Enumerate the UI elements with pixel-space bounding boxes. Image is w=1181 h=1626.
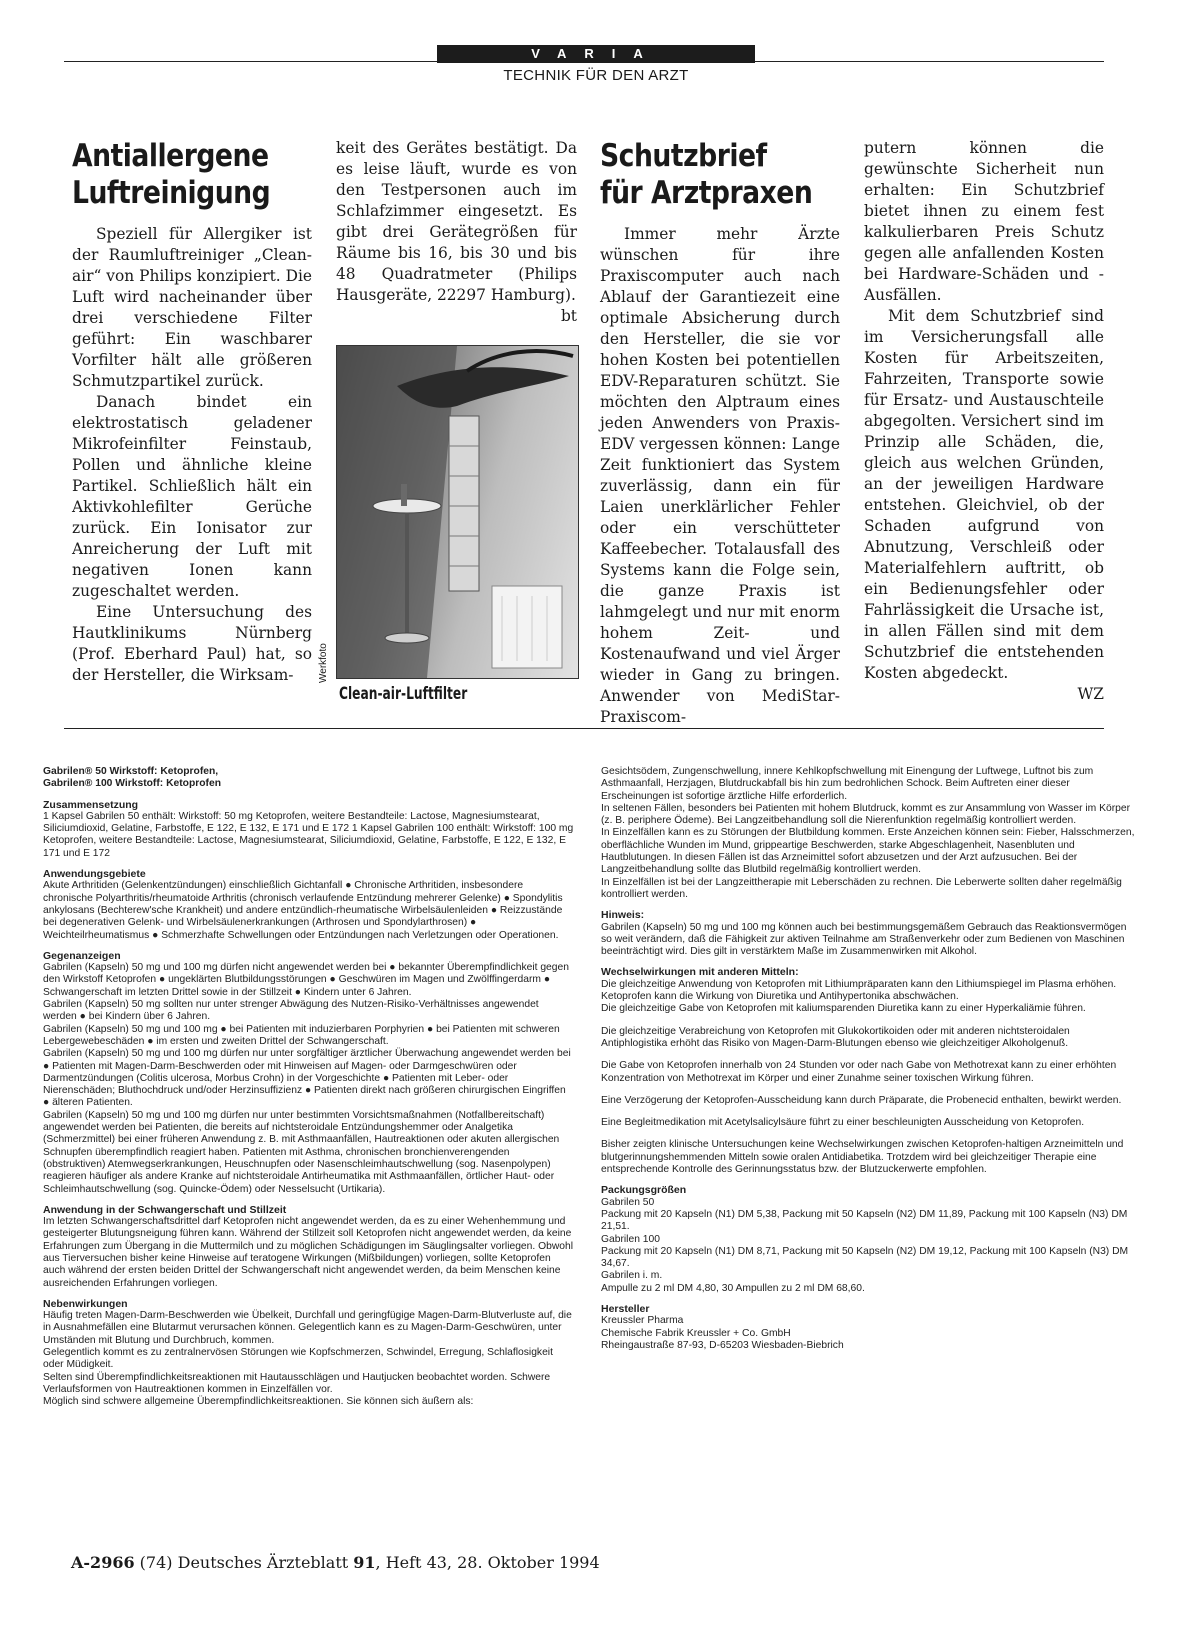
- article1-signature: bt: [560, 307, 577, 325]
- ad-text: Gabrilen (Kapseln) 50 mg und 100 mg dürfen nur unter bestimmten Vorsichtsmaßnahmen (Notfallbereitschaft) angewendet werden bei Patienten, die bereits auf nichtsteroidale Entzündungshemmer oder Analgetika (Schmerzmittel) bei einer früheren Anwendung z. B. mit Asthmaanfällen, Hautreaktionen oder akuten allergischen Schnupfen überempfindlich reagiert haben. Patienten mit Asthma, chronischen bronchienverengenden (obstruktiven) Atemwegserkrankungen, Heuschnupfen oder Nasenschleimhautschwellung (sog. Nasenpolypen) reagieren häufiger als andere Kranke auf nichtsteroidale Antirheumatika mit Asthmaanfällen, örtlicher Haut- oder Schleimhautschwellung (sog. Quincke-Ödem) oder Nesselsucht (Urtikaria).: [43, 1109, 560, 1195]
- article2-column3: [600, 224, 840, 728]
- article2-paragraph: putern können die gewünschte Sicherheit nun erhalten: Ein Schutzbrief bietet ihnen zu einem fest kalkulierbaren Preis Schutz gegen alle anfallenden Kosten bei Hardware-Schäden und -Ausfällen.: [864, 139, 1104, 304]
- ad-product-line: Gabrilen® 100 Wirkstoff: Ketoprofen: [43, 778, 221, 790]
- ad-text: Akute Arthritiden (Gelenkentzündungen) einschließlich Gichtanfall ● Chronische Arthritiden, insbesondere chronische Polyarthritis/rheumatoide Arthritis (chronisch verlaufende Entzündung mehrerer Gelenke) ● Spondylitis ankylosans (Bechterew'sche Krankheit) und andere entzündlich-rheumatische Wirbelsäulenleiden ● Reizzustände bei degenerativen Gelenk- und Wirbelsäulenerkrankungen (Arthrosen und Spondylarthrosen) ● Weichteilrheumatismus ● Schmerzhafte Schwellungen oder Entzündungen nach Verletzungen oder Operationen.: [43, 880, 563, 941]
- ad-text: Packung mit 20 Kapseln (N1) DM 5,38, Packung mit 50 Kapseln (N2) DM 11,89, Packung mit 100 Kapseln (N3) DM 21,51.: [601, 1208, 1128, 1233]
- photo-caption: Clean-air-Luftfilter: [339, 684, 468, 704]
- ad-text: Ketoprofen kann die Wirkung von Diuretika und Antihypertonika abschwächen.: [601, 991, 959, 1003]
- ad-text: In seltenen Fällen, besonders bei Patienten mit hohem Blutdruck, kommt es zur Ansammlung von Wasser im Körper (z. B. periphere Ödeme). Bei Langzeitbehandlung soll die Nierenfunktion regelmäßig kontrolliert werden.: [601, 802, 1131, 827]
- article2-paragraph: Mit dem Schutzbrief sind im Versicherungsfall alle Kosten für Arbeitszeiten, Fahrzeiten, Transporte sowie für Ersatz- und Austauschteile abgegolten. Versichert sind im Prinzip alle Schäden, die, gleich aus welchen Gründen, an der jeweiligen Hardware entstehen. Gleichviel, ob der Schaden aufgrund von Abnutzung, Verschleiß oder Materialfehlern auftritt, ob ein Bedienungsfehler oder Fahrlässigkeit die Ursache ist, in allen Fällen sind mit dem Schutzbrief die entstehenden Kosten abgedeckt.: [864, 307, 1104, 682]
- page-footer: [71, 1553, 600, 1572]
- ad-text: Die gleichzeitige Gabe von Ketoprofen mit kaliumsparenden Diuretika kann zu einer Hyperkaliämie führen.: [601, 1003, 1086, 1015]
- footer-volume: 91: [353, 1553, 376, 1572]
- article1-paragraph: Danach bindet ein elektrostatisch geladener Mikrofeinfilter Feinstaub, Pollen und ähnliche kleine Partikel. Schließlich hält ein Aktivkohlefilter Gerüche zurück. Ein Ionisator zur Anreicherung der Luft mit negativen Ionen kann zugeschaltet werden.: [72, 393, 312, 600]
- ad-text: Selten sind Überempfindlichkeitsreaktionen mit Hautausschlägen und Hautjucken beobachtet worden. Schwere Verlaufsformen von Hautreaktionen kommen in Einzelfällen vor.: [43, 1371, 551, 1395]
- footer-issue: , Heft 43, 28. Oktober 1994: [375, 1553, 600, 1572]
- ad-heading: Hinweis:: [601, 909, 645, 922]
- section-banner: VARIA: [437, 45, 755, 63]
- ad-text: Gelegentlich kommt es zu zentralnervösen Störungen wie Kopfschmerzen, Schwindel, Erregung, Schlaflosigkeit oder Müdigkeit.: [43, 1347, 553, 1371]
- product-photo-illustration: [337, 346, 578, 678]
- ad-text: Packung mit 20 Kapseln (N1) DM 8,71, Packung mit 50 Kapseln (N2) DM 19,12, Packung mit 100 Kapseln (N3) DM 34,67.: [601, 1245, 1129, 1270]
- ad-text: Chemische Fabrik Kreussler + Co. GmbH: [601, 1327, 791, 1339]
- ad-heading: Hersteller: [601, 1302, 650, 1315]
- article1-paragraph: keit des Gerätes bestätigt. Da es leise läuft, wurde es von den Testpersonen auch im Schlafzimmer eingesetzt. Es gibt drei Gerätegrößen für Räume bis 16, bis 30 und bis 48 Quadratmeter (Philips Hausgeräte, 22297 Hamburg).: [336, 139, 577, 304]
- ad-text: Häufig treten Magen-Darm-Beschwerden wie Übelkeit, Durchfall und geringfügige Magen-Darm-Blutverluste auf, die in Ausnahmefällen eine Blutarmut verursachen können. Gelegentlich kann es zu Magen-Darm-Geschwüren, unter Umständen mit Blutung und Durchbruch, kommen.: [43, 1310, 572, 1346]
- footer-page-number: A-2966: [71, 1553, 135, 1572]
- ad-text: Im letzten Schwangerschaftsdrittel darf Ketoprofen nicht angewendet werden, da es zu einer Wehenhemmung und gesteigerter Blutungsneigung führen kann. Während der Stillzeit soll Ketoprofen nicht angewendet werden, da keine Erfahrungen zum Übergang in die Muttermilch und zu möglichen Schädigungen im Säuglingsalter vorliegen. Obwohl aus Tierversuchen bisher keine Hinweise auf teratogene Wirkungen (Mißbildungen) vorliegen, sollte Ketoprofen auch während der ersten beiden Drittel der Schwangerschaft nicht angewendet werden, da beim Menschen keine ausreichenden Erfahrungen vorliegen.: [43, 1216, 574, 1289]
- ad-text: Die gleichzeitige Anwendung von Ketoprofen mit Lithiumpräparaten kann den Lithiumspiegel im Plasma erhöhen.: [601, 978, 1117, 990]
- ad-text: Die Gabe von Ketoprofen innerhalb von 24 Stunden vor oder nach Gabe von Methotrexat kann zu einer erhöhten Konzentration von Methotrexat im Körper und einer Zunahme seiner toxischen Wirkung führen.: [601, 1060, 1117, 1084]
- article2-title-line2: für Arztpraxen: [600, 175, 813, 211]
- ad-heading: Anwendung in der Schwangerschaft und Stillzeit: [43, 1203, 287, 1216]
- article1-title-line1: Antiallergene: [72, 138, 269, 174]
- article2-column4: [864, 138, 1104, 705]
- article2-signature: WZ: [1077, 685, 1104, 703]
- ad-text: Gabrilen i. m.: [601, 1270, 663, 1282]
- ad-column-right: [601, 766, 1136, 1352]
- ad-column-left: [43, 766, 574, 1409]
- ad-heading: Gegenanzeigen: [43, 949, 121, 962]
- product-photo: [336, 345, 579, 679]
- article1-column2: [336, 138, 577, 327]
- ad-text: Gabrilen 50: [601, 1196, 655, 1208]
- ad-text: Ampulle zu 2 ml DM 4,80, 30 Ampullen zu 2 ml DM 68,60.: [601, 1282, 865, 1294]
- ad-heading: Wechselwirkungen mit anderen Mitteln:: [601, 966, 799, 979]
- article1-column1: [72, 224, 312, 686]
- article2-paragraph: Immer mehr Ärzte wünschen für ihre Praxiscomputer auch nach Ablauf der Garantiezeit eine optimale Absicherung durch den Hersteller, die sie vor hohen Kosten bei potentiellen EDV-Reparaturen schützt. Sie möchten den Alptraum eines jeden Anwenders von Praxis-EDV vergessen können: Lange Zeit funktioniert das System zuverlässig, dann ein für Laien unerklärlicher Fehler oder ein verschütteter Kaffeebecher. Totalausfall des Systems kann die Folge sein, die ganze Praxis ist lahmgelegt und nur mit enorm hohem Zeit- und Kostenaufwand und viel Ärger wieder in Gang zu bringen. Anwender von MediStar-Praxiscom-: [600, 225, 840, 726]
- ad-text: Gabrilen (Kapseln) 50 mg und 100 mg können auch bei bestimmungsgemäßem Gebrauch das Reaktionsvermögen so weit verändern, daß die Fähigkeit zur aktiven Teilnahme am Straßenverkehr oder zum Bedienen von Maschinen beeinträchtigt wird. Dies gilt in verstärktem Maße im Zusammenwirken mit Alkohol.: [601, 921, 1127, 958]
- ad-text: Kreussler Pharma: [601, 1315, 684, 1327]
- ad-text: Gesichtsödem, Zungenschwellung, innere Kehlkopfschwellung mit Einengung der Luftwege, Luftnot bis zum Asthmaanfall, Herzjagen, Blutdruckabfall bis hin zum bedrohlichen Schock. Beim Auftreten einer dieser Erscheinungen ist sofortige ärztliche Hilfe erforderlich.: [601, 766, 1094, 802]
- ad-text: Gabrilen (Kapseln) 50 mg und 100 mg dürfen nicht angewendet werden bei ● bekannter Überempfindlichkeit gegen den Wirkstoff Ketoprofen ● ungeklärten Blutbildungsstörungen ● Geschwüren im Magen und Zwölffingerdarm ● Schwangerschaft im letzten Drittel sowie in der Stillzeit ● Kindern unter 6 Jahren.: [43, 962, 569, 998]
- article1-title-line2: Luftreinigung: [72, 175, 271, 211]
- ad-text: In Einzelfällen ist bei der Langzeittherapie mit Leberschäden zu rechnen. Die Leberwerte sollten daher regelmäßig kontrolliert werden.: [601, 876, 1122, 900]
- ad-text: Die gleichzeitige Verabreichung von Ketoprofen mit Glukokortikoiden oder mit anderen nichtsteroidalen Antiphlogistika erhöht das Risiko von Magen-Darm-Blutungen ebenso wie gleichzeitiger Alkoholgenuß.: [601, 1025, 1070, 1049]
- article1-paragraph: Eine Untersuchung des Hautklinikums Nürnberg (Prof. Eberhard Paul) hat, so der Hersteller, die Wirksam-: [72, 603, 312, 684]
- ad-heading: Zusammensetzung: [43, 798, 139, 811]
- ad-divider: [64, 728, 1104, 729]
- ad-text: Eine Begleitmedikation mit Acetylsalicylsäure führt zu einer beschleunigten Ausscheidung von Ketoprofen.: [601, 1117, 1085, 1129]
- ad-text: Gabrilen (Kapseln) 50 mg und 100 mg dürfen nur unter sorgfältiger ärztlicher Überwachung angewendet werden bei ● Patienten mit Magen-Darm-Beschwerden oder mit Hinweisen auf Magen- oder Darmgeschwüren oder Darmentzündungen (Colitis ulcerosa, Morbus Crohn) in der Vorgeschichte ● Patienten mit Leber- oder Nierenschäden; Bluthochdruck und/oder Herzinsuffizienz ● Patienten direkt nach größeren chirurgischen Eingriffen ● älteren Patienten.: [43, 1048, 571, 1109]
- ad-text: Eine Verzögerung der Ketoprofen-Ausscheidung kann durch Präparate, die Probenecid enthalten, bewirkt werden.: [601, 1094, 1122, 1106]
- ad-text: Gabrilen (Kapseln) 50 mg und 100 mg ● bei Patienten mit induzierbaren Porphyrien ● bei Patienten mit schweren Lebergewebeschäden ● im ersten und zweiten Drittel der Schwangerschaft.: [43, 1023, 560, 1047]
- photo-credit: Werkfoto: [318, 643, 329, 683]
- ad-heading: Packungsgrößen: [601, 1184, 687, 1197]
- section-subtitle: TECHNIK FÜR DEN ARZT: [503, 67, 689, 84]
- ad-text: Gabrilen (Kapseln) 50 mg sollten nur unter strenger Abwägung des Nutzen-Risiko-Verhältnisses angewendet werden ● bei Kindern über 6 Jahren.: [43, 999, 539, 1023]
- ad-heading: Nebenwirkungen: [43, 1297, 128, 1310]
- ad-heading: Anwendungsgebiete: [43, 868, 146, 881]
- article2-title-line1: Schutzbrief: [600, 138, 767, 174]
- ad-text: Gabrilen 100: [601, 1233, 660, 1245]
- ad-text: Möglich sind schwere allgemeine Überempfindlichkeitsreaktionen. Sie können sich äußern als:: [43, 1396, 474, 1408]
- ad-text: Rheingaustraße 87-93, D-65203 Wiesbaden-Biebrich: [601, 1339, 844, 1351]
- ad-text: Bisher zeigten klinische Untersuchungen keine Wechselwirkungen zwischen Ketoprofen-haltigen Arzneimitteln und blutgerinnungshemmenden Mitteln sowie oralen Antidiabetika. Trotzdem wird bei gleichzeitiger Therapie eine entsprechende Kontrolle des Gerinnungsstatus bzw. der Blutzuckerwerte empfohlen.: [601, 1139, 1124, 1176]
- ad-text: 1 Kapsel Gabrilen 50 enthält: Wirkstoff: 50 mg Ketoprofen, weitere Bestandteile: Lactose, Magnesiumstearat, Siliciumdioxid, Gelatine, Farbstoffe, E 122, E 132, E 171 und E 172 1 Kapsel Gabrilen 100 enthält: Wirkstoff: 100 mg Ketoprofen, weitere Bestandteile: Lactose, Magnesiumstearat, Siliciumdioxid, Gelatine, Farbstoffe, E 122, E 132, E 171 und E 172: [43, 810, 574, 859]
- article1-paragraph: Speziell für Allergiker ist der Raumluftreiniger „Clean-air“ von Philips konzipiert. Die Luft wird nacheinander über drei verschiedene Filter geführt: Ein waschbarer Vorfilter hält alle größeren Schmutzpartikel zurück.: [72, 225, 312, 390]
- footer-journal: (74) Deutsches Ärzteblatt: [134, 1553, 354, 1572]
- ad-text: In Einzelfällen kann es zu Störungen der Blutbildung kommen. Erste Anzeichen können sein: Fieber, Halsschmerzen, oberflächliche Wunden im Mund, grippeartige Beschwerden, starke Abgeschlagenheit, Nasenbluten und Hautblutungen. In diesen Fällen ist das Arzneimittel sofort abzusetzen und der Arzt aufzusuchen. Bei der Langzeitbehandlung sollte das Blutbild regelmäßig kontrolliert werden.: [601, 827, 1135, 876]
- ad-product-line: Gabrilen® 50 Wirkstoff: Ketoprofen,: [43, 766, 219, 777]
